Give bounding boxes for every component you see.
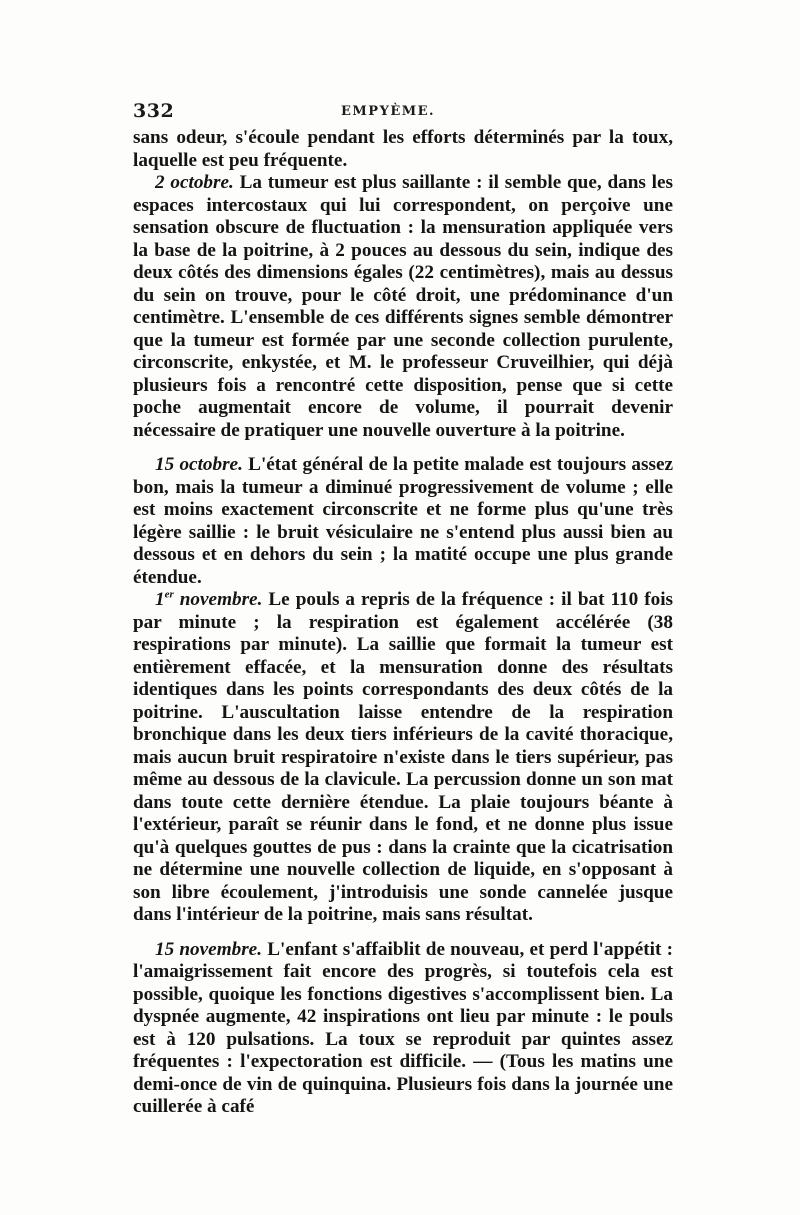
entry-date-superscript: er (164, 588, 174, 601)
paragraph-2-octobre (133, 172, 673, 442)
entry-date: 15 octobre. (155, 454, 243, 475)
paragraph-text: L'état général de la petite malade est toujours assez bon, mais la tumeur a diminué progressivement de volume ; elle est moins exactement circonscrite et ne forme plus qu'une très légère saillie : le bruit vésiculaire ne s'entend plus aussi bien au dessous et en dehors du sein ; la matité occupe une plus grande étendue. (133, 454, 673, 588)
paragraph-text: Le pouls a repris de la fréquence : il bat 110 fois par minute ; la respiration est également accélérée (38 respirations par minute). La saillie que formait la tumeur est entièrement effacée, et la mensuration donne des résultats identiques dans les points correspondants des deux côtés de la poitrine. L'auscultation laisse entendre de la respiration bronchique dans les deux tiers inférieurs de la cavité thoracique, mais aucun bruit respiratoire n'existe dans le tiers supérieur, pas même au dessous de la clavicule. La percussion donne un son mat dans toute cette dernière étendue. La plaie toujours béante à l'extérieur, paraît se réunir dans le fond, et ne donne plus issue qu'à quelques gouttes de pus : dans la crainte que la cicatrisation ne détermine une nouvelle collection de liquide, en s'opposant à son libre écoulement, j'introduisis une sonde cannelée jusque dans l'intérieur de la poitrine, mais sans résultat. (133, 589, 673, 925)
paragraph-15-octobre (133, 454, 673, 589)
running-title: EMPYÈME. (341, 104, 436, 119)
paragraph-continuation (133, 127, 673, 172)
entry-date-number: 1 (155, 589, 165, 610)
body-text (133, 127, 673, 1119)
paragraph-1er-novembre (133, 589, 673, 927)
page-header (133, 100, 673, 124)
paragraph-text: L'enfant s'affaiblit de nouveau, et perd l'appétit : l'amaigrissement fait encore des progrès, si toutefois cela est possible, quoique les fonctions digestives s'accomplissent bien. La dyspnée augmente, 42 inspirations ont lieu par minute : le pouls est à 120 pulsations. La toux se reproduit par quintes assez fréquentes : l'expectoration est difficile. — (Tous les matins une demi-once de vin de quinquina. Plusieurs fois dans la journée une cuillerée à café (133, 938, 673, 1117)
entry-date: 2 octobre. (155, 172, 234, 193)
entry-date-month: novembre. (173, 589, 263, 610)
entry-date: 15 novembre. (155, 938, 262, 960)
entry-date (155, 589, 262, 610)
page-number: 332 (133, 100, 175, 122)
paragraph-text: La tumeur est plus saillante : il semble que, dans les espaces intercostaux qui lui correspondent, on perçoive une sensation obscure de fluctuation : la mensuration appliquée vers la base de la poitrine, à 2 pouces au dessous du sein, indique des deux côtés des dimensions égales (22 centimètres), mais au dessus du sein on trouve, pour le côté droit, une prédominance d'un centimètre. L'ensemble de ces différents signes semble démontrer que la tumeur est formée par une seconde collection purulente, circonscrite, enkystée, et M. le professeur Cruveilhier, qui déjà plusieurs fois a rencontré cette disposition, pense que si cette poche augmentait encore de volume, il pourrait devenir nécessaire de pratiquer une nouvelle ouverture à la poitrine. (133, 172, 673, 441)
paragraph-15-novembre (133, 939, 673, 1119)
paragraph-text: sans odeur, s'écoule pendant les efforts déterminés par la toux, laquelle est peu fréquente. (133, 127, 673, 171)
